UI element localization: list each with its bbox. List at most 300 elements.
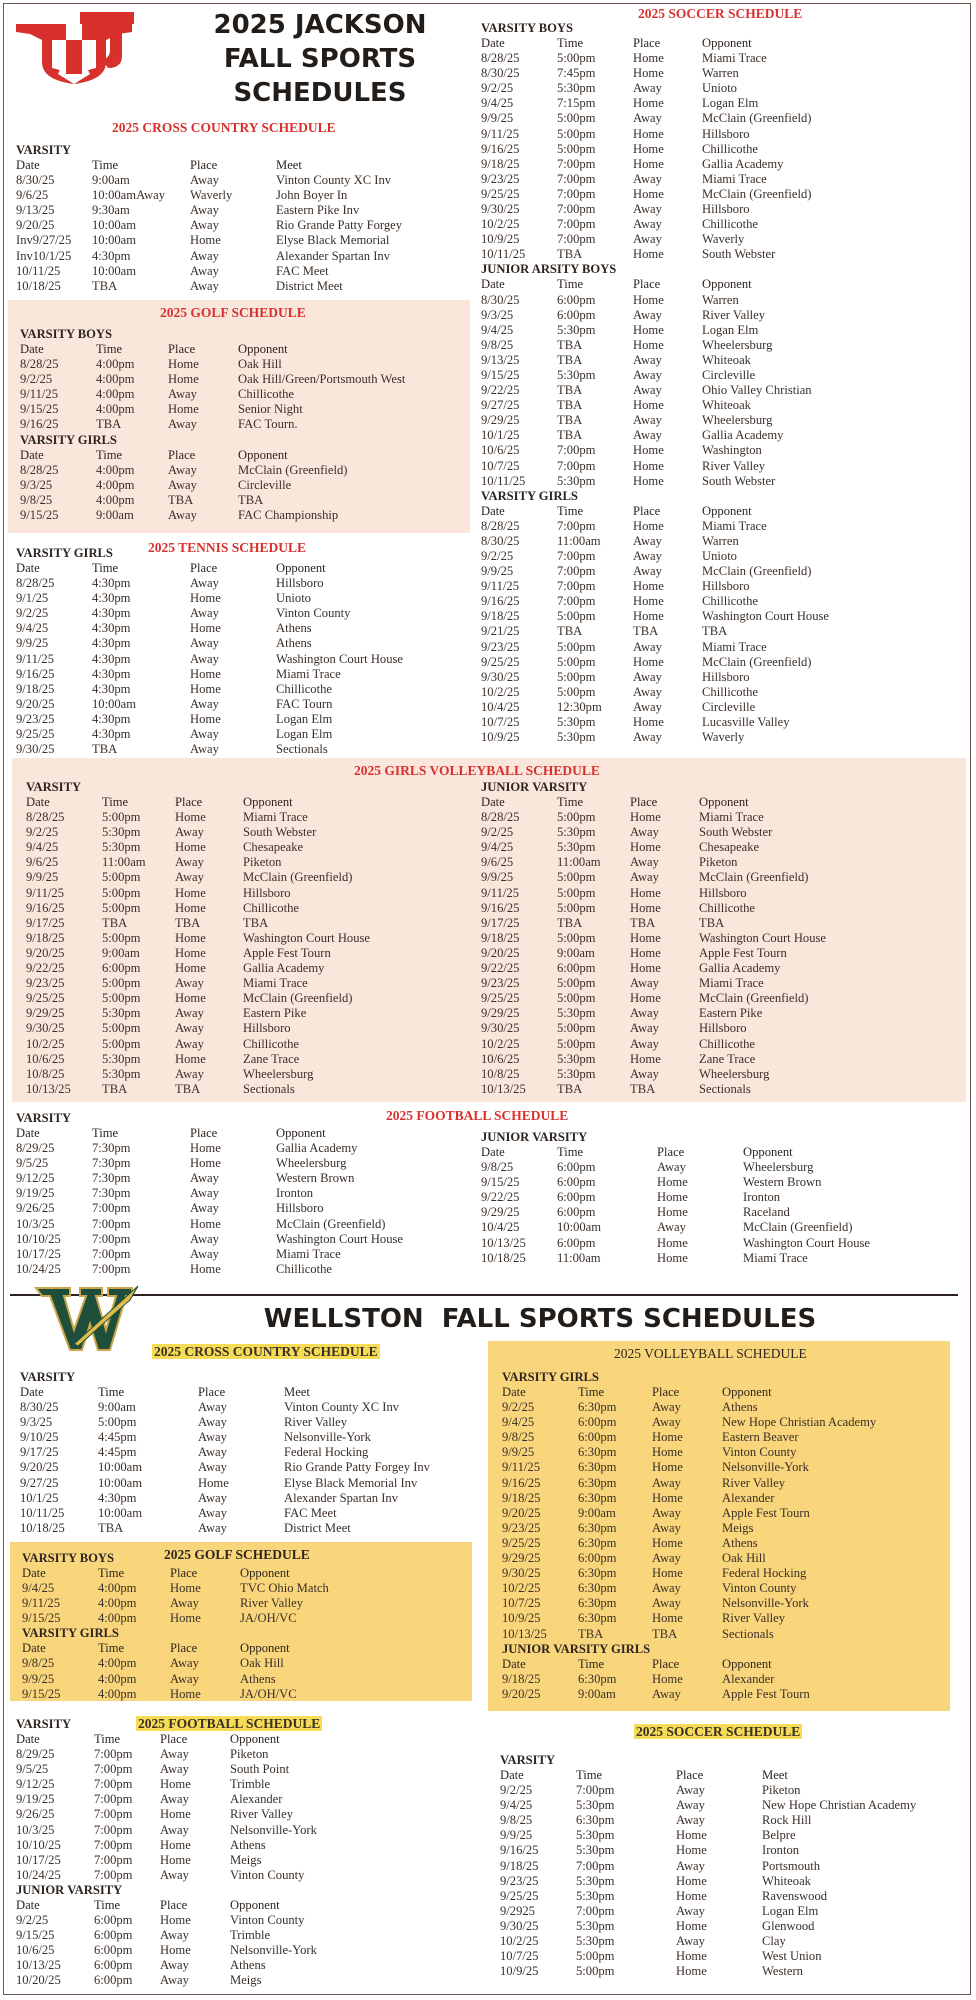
table-row bbox=[16, 1156, 496, 1171]
table-row-cell: 9/30/25 bbox=[481, 1021, 520, 1036]
table-row-cell: 9/9/25 bbox=[481, 564, 514, 579]
table-row-cell: TBA bbox=[557, 428, 583, 443]
table-row bbox=[481, 1037, 919, 1052]
table-row bbox=[16, 682, 476, 697]
table-row-cell: 5:00pm bbox=[557, 1021, 596, 1036]
table-row-cell: Miami Trace bbox=[702, 171, 767, 186]
table-row-cell: Away bbox=[198, 1445, 227, 1460]
table-row bbox=[500, 1934, 976, 1949]
table-row-cell: 5:30pm bbox=[102, 1006, 141, 1021]
table-header bbox=[500, 1768, 976, 1783]
table-row-cell: Away bbox=[652, 1475, 681, 1490]
table-row-cell: Warren bbox=[702, 292, 739, 307]
table-row-cell: 5:00pm bbox=[557, 900, 596, 915]
table-header-cell: Time bbox=[94, 1732, 121, 1746]
table-row-cell: 7:30pm bbox=[92, 1141, 131, 1156]
table-row-cell: TBA bbox=[699, 915, 725, 930]
table-row-cell: 8/28/25 bbox=[481, 518, 520, 533]
table-header-cell: Date bbox=[16, 1897, 40, 1912]
table-row-cell: Away bbox=[633, 367, 662, 382]
table-row-cell: 5:00pm bbox=[557, 609, 596, 624]
table-row-cell: Federal Hocking bbox=[722, 1566, 807, 1581]
table-row-cell: Chillicothe bbox=[276, 681, 332, 696]
table-row-cell: 11:00am bbox=[102, 855, 146, 870]
table-row-cell: Home bbox=[633, 458, 664, 473]
table-header-cell: Date bbox=[20, 447, 44, 462]
table-row-cell: 10/9/25 bbox=[500, 1964, 539, 1979]
table-row bbox=[26, 991, 463, 1006]
table-row-cell: 5:30pm bbox=[102, 840, 141, 855]
table-row bbox=[500, 1964, 976, 1979]
table-row-cell: Unioto bbox=[276, 591, 311, 606]
table-row-cell: 9/23/25 bbox=[26, 976, 65, 991]
table-row-cell: McClain (Greenfield) bbox=[702, 564, 812, 579]
table-row-cell: Home bbox=[633, 594, 664, 609]
table-row-cell: 6:30pm bbox=[578, 1400, 617, 1415]
table-row-cell: Home bbox=[160, 1852, 191, 1867]
table-row-cell: 9/20/25 bbox=[20, 1460, 59, 1475]
table-row-cell: 10/6/25 bbox=[481, 443, 520, 458]
wellston-xc-title-wrap bbox=[152, 1343, 380, 1361]
jackson-golf-girls-table bbox=[20, 448, 478, 523]
table-row-cell: 5:00pm bbox=[557, 810, 596, 825]
jackson-soccer-girls-table bbox=[481, 504, 922, 746]
table-row-cell: 9/12/25 bbox=[16, 1777, 55, 1792]
table-row-cell: 8/28/25 bbox=[26, 810, 65, 825]
table-row-cell: 9/11/25 bbox=[26, 885, 65, 900]
table-row bbox=[26, 840, 463, 855]
table-row-cell: Eastern Beaver bbox=[722, 1430, 799, 1445]
table-row-cell: Vinton County XC Inv bbox=[276, 173, 392, 188]
table-row-cell: 6:30pm bbox=[578, 1490, 617, 1505]
table-row-cell: Home bbox=[175, 991, 206, 1006]
table-row-cell: 6:30pm bbox=[578, 1475, 617, 1490]
table-row-cell: 7:00pm bbox=[92, 1261, 131, 1276]
table-row-cell: Apple Fest Tourn bbox=[243, 945, 331, 960]
table-row bbox=[481, 1220, 963, 1235]
wellston-golf-boys-label: VARSITY BOYS bbox=[22, 1551, 115, 1565]
table-row-cell: 10/9/25 bbox=[481, 232, 520, 247]
table-row-cell: 7:00pm bbox=[576, 1903, 615, 1918]
table-row-cell: 4:00pm bbox=[98, 1596, 137, 1611]
table-row-cell: TBA bbox=[578, 1626, 604, 1641]
table-row-cell: Washington Court House bbox=[243, 930, 371, 945]
wellston-xc-title: 2025 CROSS COUNTRY SCHEDULE bbox=[154, 1344, 378, 1359]
table-row-cell: 5:00pm bbox=[102, 991, 141, 1006]
wellston-soccer-table bbox=[500, 1768, 976, 1979]
table-row bbox=[16, 1853, 450, 1868]
table-row-cell: 9/23/25 bbox=[481, 976, 520, 991]
wellston-soccer-label: VARSITY bbox=[500, 1753, 556, 1767]
table-row-cell: 9/11/25 bbox=[481, 885, 520, 900]
table-row-cell: Alexander bbox=[722, 1490, 775, 1505]
table-row-cell: Rio Grande Patty Forgey Inv bbox=[284, 1460, 430, 1475]
table-row-cell: Home bbox=[630, 961, 661, 976]
table-row-cell: TBA bbox=[557, 247, 583, 262]
table-row-cell: Logan Elm bbox=[276, 711, 333, 726]
table-row-cell: Miami Trace bbox=[702, 639, 767, 654]
table-row-cell: Home bbox=[633, 156, 664, 171]
table-header-cell: Meet bbox=[762, 1768, 788, 1782]
table-row-cell: 8/30/25 bbox=[481, 292, 520, 307]
table-row-cell: 5:30pm bbox=[557, 840, 596, 855]
table-row-cell: Away bbox=[160, 1747, 189, 1762]
table-row-cell: Away bbox=[630, 1066, 659, 1081]
table-row-cell: TBA bbox=[557, 1081, 583, 1096]
table-row-cell: Away bbox=[633, 217, 662, 232]
table-row-cell: Home bbox=[633, 51, 664, 66]
table-row-cell: 7:00pm bbox=[94, 1822, 133, 1837]
table-row-cell: 4:00pm bbox=[96, 357, 135, 372]
table-row-cell: 9/25/25 bbox=[481, 186, 520, 201]
table-row-cell: Away bbox=[198, 1490, 227, 1505]
table-row-cell: 6:00pm bbox=[578, 1551, 617, 1566]
table-header-cell: Place bbox=[652, 1385, 680, 1399]
table-row-cell: Sectionals bbox=[699, 1081, 751, 1096]
table-row-cell: Vinton County bbox=[722, 1581, 797, 1596]
table-row-cell: Home bbox=[630, 810, 661, 825]
table-row bbox=[20, 417, 478, 432]
table-row-cell: West Union bbox=[762, 1949, 822, 1964]
table-row-cell: Logan Elm bbox=[702, 322, 759, 337]
table-row-cell: 9/18/25 bbox=[502, 1490, 541, 1505]
table-row-cell: South Webster bbox=[243, 825, 317, 840]
table-row-cell: 4:45pm bbox=[98, 1430, 137, 1445]
table-row-cell: 9/30/25 bbox=[502, 1566, 541, 1581]
table-row-cell: 5:30pm bbox=[576, 1828, 615, 1843]
table-row bbox=[502, 1566, 942, 1581]
table-row-cell: 9/15/25 bbox=[481, 367, 520, 382]
table-row-cell: Away bbox=[190, 606, 219, 621]
table-row-cell: 9/11/25 bbox=[16, 651, 55, 666]
table-header-cell: Time bbox=[96, 342, 123, 356]
table-row-cell: 9:00am bbox=[98, 1400, 136, 1415]
table-row-cell: 6:30pm bbox=[578, 1535, 617, 1550]
table-row-cell: Hillsboro bbox=[276, 1201, 324, 1216]
table-row-cell: 10/2/25 bbox=[481, 217, 520, 232]
table-row bbox=[26, 825, 463, 840]
table-row-cell: 9/20/25 bbox=[502, 1505, 541, 1520]
table-row-cell: Chillicothe bbox=[243, 900, 299, 915]
table-row-cell: 9/12/25 bbox=[16, 1171, 55, 1186]
table-row-cell: Home bbox=[168, 357, 199, 372]
table-row bbox=[16, 727, 476, 742]
section-divider bbox=[10, 1294, 958, 1296]
table-row-cell: 4:30pm bbox=[92, 666, 131, 681]
table-row-cell: Logan Elm bbox=[276, 727, 333, 742]
table-header bbox=[16, 1126, 496, 1141]
jackson-soccer-boys-table bbox=[481, 36, 922, 262]
table-row-cell: 9/23/25 bbox=[481, 171, 520, 186]
jackson-title-line3: SCHEDULES bbox=[233, 78, 407, 108]
table-row-cell: 11:00am bbox=[557, 1250, 601, 1265]
table-header-cell: Date bbox=[22, 1641, 46, 1656]
table-header-cell: Date bbox=[502, 1385, 526, 1399]
table-row-cell: McClain (Greenfield) bbox=[699, 991, 809, 1006]
table-row-cell: Away bbox=[175, 1021, 204, 1036]
table-header-cell: Time bbox=[92, 158, 119, 172]
table-row-cell: 9/27/25 bbox=[20, 1475, 59, 1490]
table-row-cell: 7:00pm bbox=[557, 171, 596, 186]
jackson-volleyball-varsity bbox=[26, 780, 463, 1097]
table-row-cell: Whiteoak bbox=[702, 352, 751, 367]
table-row-cell: 10/24/25 bbox=[16, 1867, 61, 1882]
table-row bbox=[16, 1838, 450, 1853]
table-header-cell: Time bbox=[578, 1385, 605, 1399]
wellston-volleyball-varsity-table bbox=[502, 1385, 942, 1642]
table-row-cell: 6:00pm bbox=[557, 1235, 596, 1250]
table-row-cell: Away bbox=[160, 1822, 189, 1837]
table-row-cell: 7:00pm bbox=[92, 1231, 131, 1246]
table-row-cell: 7:00pm bbox=[94, 1792, 133, 1807]
table-row-cell: McClain (Greenfield) bbox=[243, 991, 353, 1006]
table-row-cell: 5:00pm bbox=[557, 1036, 596, 1051]
table-row-cell: Away bbox=[630, 870, 659, 885]
table-row-cell: Piketon bbox=[243, 855, 282, 870]
table-row bbox=[16, 188, 476, 203]
table-row-cell: 9/22/25 bbox=[26, 961, 65, 976]
table-row-cell: 7:00pm bbox=[94, 1807, 133, 1822]
table-row-cell: 9/16/25 bbox=[26, 900, 65, 915]
jackson-golf-schedule bbox=[20, 327, 478, 523]
table-row-cell: 9/19/25 bbox=[16, 1186, 55, 1201]
table-row-cell: Home bbox=[190, 1216, 221, 1231]
table-row bbox=[481, 96, 922, 111]
table-row bbox=[481, 700, 922, 715]
table-row-cell: Alexander Spartan Inv bbox=[284, 1490, 399, 1505]
table-header-cell: Place bbox=[633, 503, 661, 518]
table-row-cell: 10/1/25 bbox=[481, 428, 520, 443]
table-row-cell: Away bbox=[198, 1460, 227, 1475]
table-row-cell: Away bbox=[190, 248, 219, 263]
table-row bbox=[481, 670, 922, 685]
table-header-cell: Opponent bbox=[743, 1145, 793, 1159]
table-row-cell: 9/4/25 bbox=[481, 96, 514, 111]
table-row-cell: 10/2/25 bbox=[500, 1934, 539, 1949]
table-row bbox=[481, 1175, 963, 1190]
table-row-cell: South Webster bbox=[702, 247, 776, 262]
table-row-cell: 9/9/25 bbox=[22, 1671, 55, 1686]
table-row-cell: Oak Hill bbox=[238, 357, 282, 372]
table-header-cell: Date bbox=[16, 158, 40, 172]
table-row-cell: Whiteoak bbox=[702, 398, 751, 413]
table-row-cell: 6:30pm bbox=[578, 1671, 617, 1686]
table-row bbox=[481, 338, 922, 353]
table-row-cell: 4:45pm bbox=[98, 1445, 137, 1460]
table-row-cell: McClain (Greenfield) bbox=[702, 111, 812, 126]
jackson-tennis-title: 2025 TENNIS SCHEDULE bbox=[148, 540, 307, 555]
table-header bbox=[481, 277, 922, 292]
table-row-cell: Home bbox=[175, 1051, 206, 1066]
table-row-cell: 8/28/25 bbox=[16, 576, 55, 591]
table-row-cell: Away bbox=[630, 1036, 659, 1051]
table-row-cell: 6:30pm bbox=[578, 1596, 617, 1611]
table-row-cell: Away bbox=[630, 825, 659, 840]
table-row-cell: Home bbox=[652, 1490, 683, 1505]
table-row bbox=[16, 1958, 450, 1973]
table-row bbox=[16, 1747, 450, 1762]
table-row-cell: 5:30pm bbox=[557, 1051, 596, 1066]
table-row bbox=[502, 1581, 942, 1596]
table-row-cell: 9/15/25 bbox=[22, 1611, 61, 1626]
table-row-cell: River Valley bbox=[284, 1415, 348, 1430]
table-row-cell: Away bbox=[190, 727, 219, 742]
table-row bbox=[500, 1798, 976, 1813]
table-row bbox=[22, 1672, 480, 1687]
table-row-cell: Waverly bbox=[702, 730, 745, 745]
table-row bbox=[481, 187, 922, 202]
table-row bbox=[481, 655, 922, 670]
table-row-cell: McClain (Greenfield) bbox=[699, 870, 809, 885]
table-row bbox=[20, 508, 478, 523]
table-row bbox=[22, 1687, 480, 1702]
table-row-cell: 9/8/25 bbox=[22, 1656, 55, 1671]
table-row bbox=[20, 372, 478, 387]
table-row bbox=[26, 1006, 463, 1021]
table-row-cell: 5:00pm bbox=[557, 976, 596, 991]
wellston-volleyball-title: 2025 VOLLEYBALL SCHEDULE bbox=[614, 1346, 807, 1361]
table-header-cell: Place bbox=[160, 1732, 188, 1746]
table-row-cell: TBA bbox=[102, 915, 128, 930]
table-row bbox=[481, 1160, 963, 1175]
table-row-cell: Trimble bbox=[230, 1777, 271, 1792]
table-row-cell: 5:00pm bbox=[102, 976, 141, 991]
table-row-cell: 9/20/25 bbox=[16, 696, 55, 711]
table-row-cell: Away bbox=[633, 684, 662, 699]
table-row-cell: TBA bbox=[175, 915, 201, 930]
table-row bbox=[16, 218, 476, 233]
table-row-cell: Away bbox=[652, 1520, 681, 1535]
table-row-cell: McClain (Greenfield) bbox=[276, 1216, 386, 1231]
table-row-cell: 7:00pm bbox=[557, 549, 596, 563]
table-row-cell: 9:00am bbox=[92, 173, 130, 188]
table-row-cell: 9/30/25 bbox=[26, 1021, 65, 1036]
table-header-cell: Place bbox=[657, 1145, 685, 1159]
table-row-cell: 9/25/25 bbox=[26, 991, 65, 1006]
jackson-title-line1: 2025 JACKSON bbox=[213, 10, 427, 40]
table-row-cell: 9/25/25 bbox=[500, 1888, 539, 1903]
table-row-cell: Inv10/1/25 bbox=[16, 248, 72, 263]
table-row bbox=[26, 1037, 463, 1052]
table-row-cell: 9/16/25 bbox=[481, 141, 520, 156]
table-row bbox=[16, 1777, 450, 1792]
table-row-cell: Home bbox=[652, 1611, 683, 1626]
table-row bbox=[500, 1859, 976, 1874]
table-row bbox=[16, 1823, 450, 1838]
table-row bbox=[26, 1021, 463, 1036]
table-row bbox=[481, 81, 922, 96]
table-row bbox=[500, 1874, 976, 1889]
table-row-cell: 6:00pm bbox=[94, 1928, 133, 1943]
table-row-cell: Home bbox=[630, 840, 661, 855]
table-row-cell: Elyse Black Memorial Inv bbox=[284, 1475, 418, 1490]
table-row-cell: Chillicothe bbox=[276, 1261, 332, 1276]
table-row-cell: Meigs bbox=[230, 1852, 262, 1867]
table-row-cell: 10/17/25 bbox=[16, 1246, 61, 1261]
table-row-cell: Away bbox=[190, 1201, 219, 1216]
table-row-cell: Home bbox=[676, 1918, 707, 1933]
table-row-cell: TBA bbox=[168, 492, 194, 507]
table-row-cell: 9/2/25 bbox=[481, 81, 514, 96]
table-row bbox=[502, 1551, 942, 1566]
table-row-cell: 9/2/25 bbox=[16, 606, 49, 621]
table-row-cell: Home bbox=[633, 654, 664, 669]
table-row-cell: Home bbox=[168, 402, 199, 417]
table-row-cell: TBA bbox=[98, 1520, 124, 1535]
table-row-cell: 10:00am bbox=[98, 1460, 143, 1475]
table-row bbox=[481, 308, 922, 323]
table-header bbox=[20, 448, 478, 463]
table-row-cell: Miami Trace bbox=[743, 1250, 808, 1265]
table-header bbox=[16, 158, 476, 173]
table-row-cell: Home bbox=[652, 1460, 683, 1475]
table-row bbox=[481, 323, 922, 338]
table-row bbox=[481, 870, 919, 885]
table-row-cell: 5:30pm bbox=[102, 825, 141, 840]
table-row-cell: 5:00pm bbox=[557, 639, 596, 654]
table-row-cell: 5:30pm bbox=[576, 1843, 615, 1858]
table-row-cell: Home bbox=[633, 247, 664, 262]
table-row bbox=[16, 591, 476, 606]
wellston-volleyball-varsity-label: VARSITY GIRLS bbox=[502, 1370, 599, 1384]
table-row bbox=[481, 715, 922, 730]
table-row-cell: 9/18/25 bbox=[481, 930, 520, 945]
table-row-cell: Home bbox=[175, 945, 206, 960]
table-header-cell: Opponent bbox=[702, 36, 752, 50]
table-row-cell: Away bbox=[160, 1928, 189, 1943]
table-row-cell: Gallia Academy bbox=[276, 1141, 358, 1156]
table-row-cell: Home bbox=[175, 810, 206, 825]
table-row-cell: 9/26/25 bbox=[16, 1201, 55, 1216]
table-row-cell: 8/29/25 bbox=[16, 1747, 55, 1762]
table-row-cell: 5:00pm bbox=[557, 654, 596, 669]
table-row-cell: Away bbox=[676, 1798, 705, 1813]
table-row-cell: 9/20/25 bbox=[26, 945, 65, 960]
table-row bbox=[481, 991, 919, 1006]
table-header-cell: Opponent bbox=[702, 277, 752, 292]
table-header-cell: Place bbox=[168, 342, 196, 356]
table-row bbox=[16, 1141, 496, 1156]
table-header-cell: Place bbox=[633, 36, 661, 50]
table-row-cell: 5:00pm bbox=[557, 991, 596, 1006]
table-row bbox=[481, 916, 919, 931]
jackson-soccer-girls-label: VARSITY GIRLS bbox=[481, 488, 578, 503]
table-row-cell: 4:30pm bbox=[98, 1490, 137, 1505]
jackson-soccer-schedule bbox=[481, 21, 922, 745]
table-row-cell: Away bbox=[168, 387, 197, 402]
table-header-cell: Opponent bbox=[276, 561, 326, 575]
table-row-cell: Vinton County bbox=[230, 1913, 305, 1928]
table-row-cell: Piketon bbox=[699, 855, 738, 870]
table-header-cell: Time bbox=[92, 1126, 119, 1140]
table-row-cell: 4:00pm bbox=[98, 1686, 137, 1701]
table-row-cell: Ravenswood bbox=[762, 1888, 828, 1903]
table-row-cell: Away bbox=[175, 1036, 204, 1051]
table-row-cell: 10/13/25 bbox=[502, 1626, 547, 1641]
table-row-cell: 10/13/25 bbox=[481, 1235, 526, 1250]
jackson-football-varsity-table bbox=[16, 1126, 496, 1277]
table-row-cell: 9/17/25 bbox=[481, 915, 520, 930]
jackson-tennis-schedule bbox=[16, 546, 476, 757]
table-row bbox=[20, 402, 478, 417]
jackson-volleyball-title: 2025 GIRLS VOLLEYBALL SCHEDULE bbox=[354, 763, 600, 778]
table-row bbox=[502, 1400, 942, 1415]
table-row-cell: 4:30pm bbox=[92, 636, 131, 651]
table-row-cell: 10/11/25 bbox=[16, 263, 61, 278]
table-row-cell: 9/17/25 bbox=[20, 1445, 59, 1460]
table-row-cell: Athens bbox=[276, 636, 312, 651]
table-row-cell: Eastern Pike bbox=[699, 1006, 763, 1021]
